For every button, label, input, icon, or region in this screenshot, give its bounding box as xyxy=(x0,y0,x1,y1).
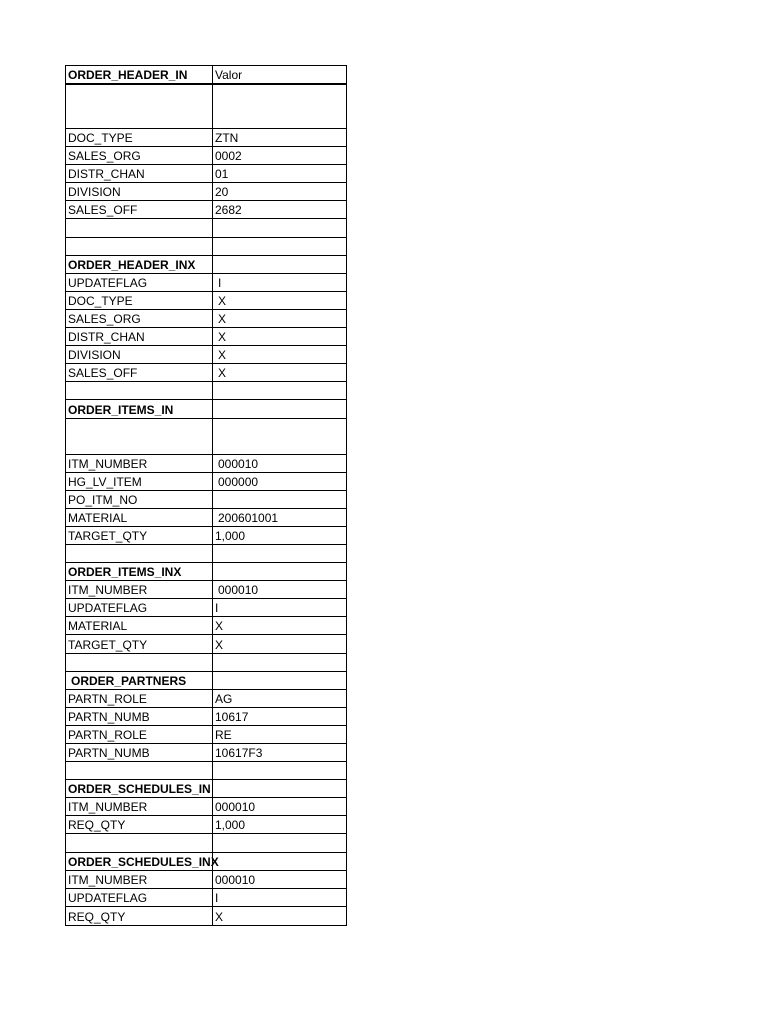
table-row xyxy=(66,147,346,165)
value-cell[interactable]: AG xyxy=(215,691,233,706)
field-name-cell[interactable] xyxy=(66,219,213,236)
value-cell[interactable] xyxy=(213,780,346,797)
table-row xyxy=(66,599,346,617)
value-cell[interactable] xyxy=(213,853,346,870)
table-row xyxy=(66,129,346,147)
field-name-cell[interactable]: PARTN_NUMB xyxy=(66,708,213,725)
table-row xyxy=(66,581,346,599)
table-row xyxy=(66,400,346,418)
table-row xyxy=(66,654,346,672)
field-name-cell[interactable]: REQ_QTY xyxy=(66,816,213,833)
table-row xyxy=(66,419,346,455)
field-name-cell[interactable]: UPDATEFLAG xyxy=(66,889,213,906)
table-row xyxy=(66,690,346,708)
table-row xyxy=(66,382,346,400)
value-cell[interactable]: X xyxy=(218,366,227,381)
value-cell[interactable]: I xyxy=(218,275,222,290)
value-cell[interactable]: X xyxy=(218,330,227,345)
value-cell[interactable] xyxy=(213,762,346,779)
value-cell[interactable]: 000010 xyxy=(218,583,259,598)
field-name-cell[interactable] xyxy=(66,238,213,255)
field-name-cell[interactable]: ORDER_HEADER_INX xyxy=(66,256,213,273)
field-name-cell[interactable]: PO_ITM_NO xyxy=(66,491,213,508)
table-row xyxy=(66,310,346,328)
field-name-cell[interactable]: ORDER_PARTNERS xyxy=(66,672,213,689)
value-cell[interactable] xyxy=(213,256,346,273)
field-name-cell[interactable] xyxy=(66,419,213,454)
table-row xyxy=(66,907,346,925)
field-name-cell[interactable]: ORDER_HEADER_IN xyxy=(66,66,213,83)
value-cell[interactable]: 1,000 xyxy=(215,818,246,833)
field-name-cell[interactable]: DISTR_CHAN xyxy=(66,165,213,182)
field-name-cell[interactable]: DIVISION xyxy=(66,346,213,363)
table-row xyxy=(66,834,346,852)
table-row xyxy=(66,238,346,256)
table-row xyxy=(66,292,346,310)
field-name-cell[interactable]: MATERIAL xyxy=(66,617,213,634)
table-row xyxy=(66,509,346,527)
field-name-cell[interactable]: HG_LV_ITEM xyxy=(66,473,213,490)
value-cell[interactable] xyxy=(213,672,346,689)
value-cell[interactable] xyxy=(213,834,346,851)
field-name-cell[interactable]: SALES_ORG xyxy=(66,310,213,327)
table-row xyxy=(66,455,346,473)
table-row xyxy=(66,165,346,183)
value-cell[interactable]: RE xyxy=(215,728,232,742)
table-row xyxy=(66,635,346,653)
value-cell[interactable]: 000010 xyxy=(215,872,256,887)
value-cell[interactable]: ZTN xyxy=(215,131,239,146)
value-cell[interactable]: 10617F3 xyxy=(215,746,263,761)
value-cell[interactable] xyxy=(213,491,346,508)
value-cell[interactable]: X xyxy=(215,909,224,924)
table-row xyxy=(66,871,346,889)
table-row xyxy=(66,563,346,581)
table-row xyxy=(66,545,346,563)
field-name-cell[interactable]: ORDER_SCHEDULES_IN xyxy=(66,780,213,797)
value-cell[interactable]: 01 xyxy=(215,167,229,182)
table-row xyxy=(66,726,346,744)
value-cell[interactable]: 0002 xyxy=(215,149,242,164)
field-name-cell[interactable]: SALES_OFF xyxy=(66,201,213,218)
field-name-cell[interactable]: SALES_OFF xyxy=(66,364,213,381)
value-cell[interactable] xyxy=(213,219,346,236)
field-name-cell[interactable]: UPDATEFLAG xyxy=(66,274,213,291)
value-cell[interactable] xyxy=(213,545,346,562)
field-name-cell[interactable]: PARTN_ROLE xyxy=(66,726,213,743)
field-name-cell[interactable]: ITM_NUMBER xyxy=(66,798,213,815)
table-row xyxy=(66,66,346,85)
table-row xyxy=(66,780,346,798)
table-row xyxy=(66,256,346,274)
table-row xyxy=(66,491,346,509)
table-row xyxy=(66,816,346,834)
table-row xyxy=(66,328,346,346)
table-row xyxy=(66,617,346,635)
value-cell[interactable]: X xyxy=(215,637,224,652)
field-name-cell[interactable]: TARGET_QTY xyxy=(66,527,213,544)
field-name-cell[interactable]: DOC_TYPE xyxy=(66,292,213,309)
table-row xyxy=(66,672,346,690)
field-name-cell[interactable] xyxy=(66,382,213,399)
field-name-cell[interactable]: DIVISION xyxy=(66,183,213,200)
field-name-cell[interactable] xyxy=(66,85,213,128)
field-name-cell[interactable]: ITM_NUMBER xyxy=(66,581,213,598)
table-row xyxy=(66,85,346,129)
field-name-cell[interactable]: PARTN_NUMB xyxy=(66,744,213,761)
field-name-cell[interactable]: ORDER_ITEMS_INX xyxy=(66,563,213,580)
field-name-cell[interactable] xyxy=(66,762,213,779)
field-name-cell[interactable]: MATERIAL xyxy=(66,509,213,526)
value-cell[interactable] xyxy=(213,85,346,128)
value-cell[interactable]: 200601001 xyxy=(218,510,279,525)
value-cell[interactable]: I xyxy=(215,601,219,616)
value-cell[interactable]: I xyxy=(215,890,219,905)
field-name-cell[interactable] xyxy=(66,654,213,671)
value-cell[interactable]: X xyxy=(218,312,227,327)
value-cell[interactable] xyxy=(213,382,346,399)
table-row xyxy=(66,201,346,219)
field-name-cell[interactable]: ORDER_SCHEDULES_INX xyxy=(66,853,213,870)
field-name-cell[interactable]: UPDATEFLAG xyxy=(66,599,213,616)
value-cell[interactable]: 000010 xyxy=(218,456,259,471)
field-name-cell[interactable]: TARGET_QTY xyxy=(66,635,213,652)
table-row xyxy=(66,527,346,545)
table-row xyxy=(66,798,346,816)
value-cell[interactable]: 1,000 xyxy=(215,528,246,543)
table-row xyxy=(66,274,346,292)
field-name-cell[interactable] xyxy=(66,545,213,562)
field-name-cell[interactable]: DISTR_CHAN xyxy=(66,328,213,345)
value-cell[interactable]: X xyxy=(215,619,224,634)
spreadsheet-table xyxy=(65,65,347,926)
field-name-cell[interactable]: SALES_ORG xyxy=(66,147,213,164)
value-cell[interactable]: 000000 xyxy=(218,474,259,489)
table-row xyxy=(66,744,346,762)
value-cell[interactable]: 20 xyxy=(215,185,229,200)
field-name-cell[interactable]: DOC_TYPE xyxy=(66,129,213,146)
value-cell[interactable]: 10617 xyxy=(215,709,249,724)
value-cell[interactable]: 000010 xyxy=(215,800,256,815)
table-row xyxy=(66,183,346,201)
value-cell[interactable]: X xyxy=(218,348,227,363)
field-name-cell[interactable]: ITM_NUMBER xyxy=(66,455,213,472)
value-cell[interactable]: X xyxy=(218,293,227,308)
table-row xyxy=(66,853,346,871)
value-cell[interactable]: Valor xyxy=(215,68,243,82)
table-row xyxy=(66,364,346,382)
table-row xyxy=(66,219,346,237)
field-name-cell[interactable]: REQ_QTY xyxy=(66,907,213,925)
value-cell[interactable] xyxy=(213,238,346,255)
value-cell[interactable] xyxy=(213,419,346,454)
field-name-cell[interactable]: ORDER_ITEMS_IN xyxy=(66,400,213,417)
value-cell[interactable] xyxy=(213,563,346,580)
value-cell[interactable] xyxy=(213,654,346,671)
table-row xyxy=(66,708,346,726)
value-cell[interactable]: 2682 xyxy=(215,203,242,218)
table-row xyxy=(66,889,346,907)
value-cell[interactable] xyxy=(213,400,346,417)
table-row xyxy=(66,762,346,780)
table-row xyxy=(66,346,346,364)
table-row xyxy=(66,473,346,491)
field-name-cell[interactable]: ITM_NUMBER xyxy=(66,871,213,888)
field-name-cell[interactable]: PARTN_ROLE xyxy=(66,690,213,707)
field-name-cell[interactable] xyxy=(66,834,213,851)
